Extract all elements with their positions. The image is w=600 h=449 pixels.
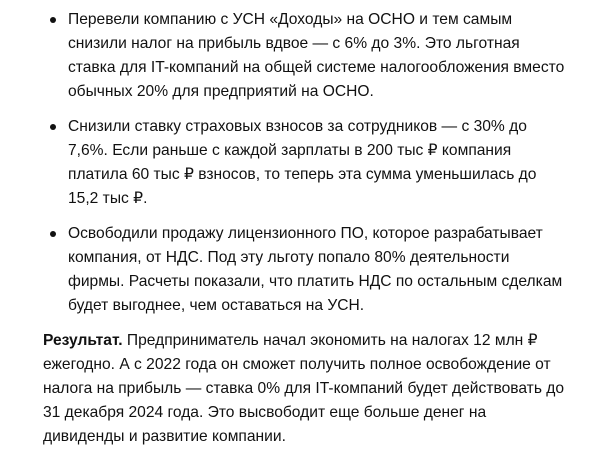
bullet-item-tax-regime — [43, 8, 570, 104]
bullet-text: Освободили продажу лицензионного ПО, которое разрабатывает компания, от НДС. Под эту льготу попало 80% деятельности фирмы. Расчеты показали, что платить НДС по остальным сделкам будет выгоднее, чем оставаться на УСН. — [68, 225, 563, 314]
bullet-text: Снизили ставку страховых взносов за сотрудников — с 30% до 7,6%. Если раньше с каждой зарплаты в 200 тыс ₽ компания платила 60 тыс ₽ взносов, то теперь эта сумма уменьшилась до 15,2 тыс ₽. — [68, 118, 537, 207]
result-label: Результат. — [43, 332, 123, 349]
bullet-item-vat — [43, 222, 570, 318]
bullet-list — [43, 8, 570, 318]
bullet-text: Перевели компанию с УСН «Доходы» на ОСНО и тем самым снизили налог на прибыль вдвое — с 6% до 3%. Это льготная ставка для IT-компаний на общей системе налогообложения вместо обычных 20% для предприятий на ОСНО. — [68, 11, 565, 100]
result-text: Предприниматель начал экономить на налогах 12 млн ₽ ежегодно. А с 2022 года он сможет получить полное освобождение от налога на прибыль — ставка 0% для IT-компаний будет действовать до 31 декабря 2024 года. Это высвободит еще больше денег на дивиденды и развитие компании. — [43, 332, 565, 445]
bullet-item-insurance — [43, 115, 570, 211]
result-paragraph — [43, 329, 570, 449]
